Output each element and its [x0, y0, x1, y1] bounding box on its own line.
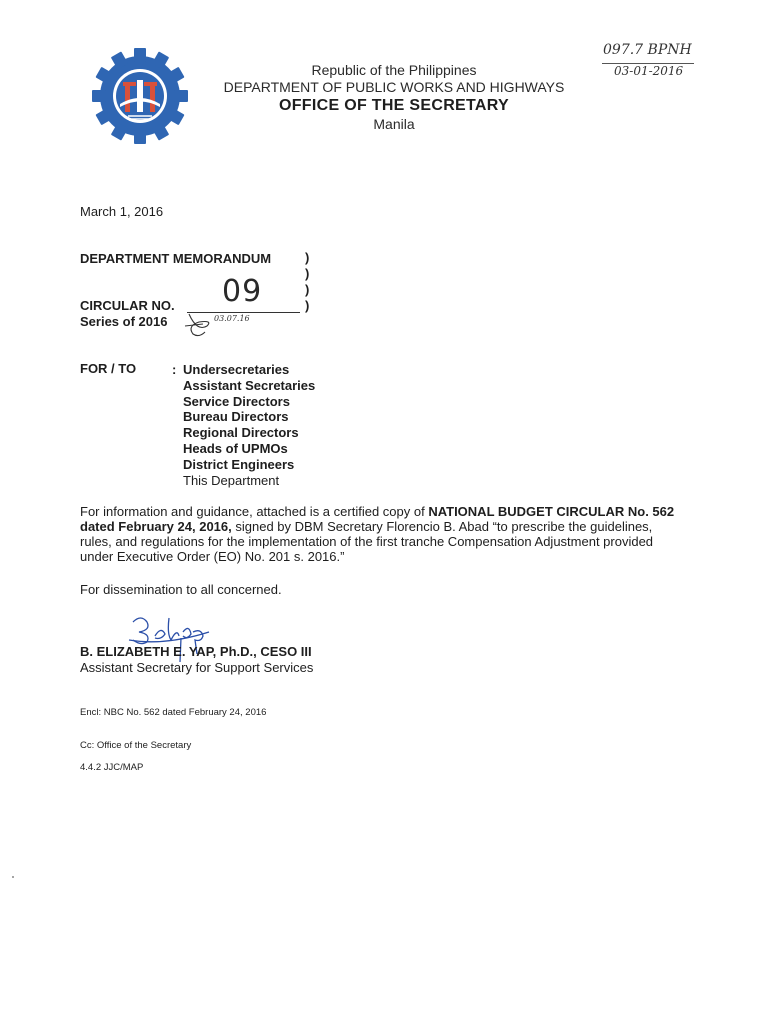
- signatory-name: B. ELIZABETH E. YAP, Ph.D., CESO III: [80, 644, 312, 659]
- body-text-rest: signed by DBM Secretary Florencio B. Abad “to prescribe the guidelines, rules, and regulations for the implementation of the first tranche Compensation Adjustment provided under Executive Order (EO) No. 201 s. 2016.”: [80, 519, 654, 564]
- paren-2: ): [305, 266, 310, 281]
- header-office: OFFICE OF THE SECRETARY: [278, 97, 510, 114]
- recipient-item: Regional Directors: [183, 425, 299, 441]
- recipient-list: [183, 362, 315, 488]
- header-city: Manila: [373, 116, 415, 132]
- circular-label: CIRCULAR NO.: [80, 298, 175, 313]
- dpwh-seal-logo: [90, 46, 190, 146]
- circular-number: 09: [222, 274, 263, 309]
- body-text-circular-ref: NATIONAL BUDGET CIRCULAR No. 562 dated February 24, 2016,: [80, 504, 675, 534]
- memo-date: March 1, 2016: [80, 204, 164, 219]
- enclosure-note: Encl: NBC No. 562 dated February 24, 2016: [80, 707, 267, 718]
- recipient-item: This Department: [183, 472, 280, 488]
- body-text-intro: For information and guidance, attached is a certified copy of: [80, 504, 429, 519]
- handwritten-receipt-date: 03-01-2016: [614, 64, 684, 78]
- recipient-item: Assistant Secretaries: [183, 377, 316, 393]
- signatory-title: Assistant Secretary for Support Services: [80, 660, 314, 675]
- header-republic: Republic of the Philippines: [311, 62, 477, 78]
- memo-title: DEPARTMENT MEMORANDUM: [80, 251, 272, 266]
- dissemination-line: For dissemination to all concerned.: [80, 582, 282, 597]
- handwritten-initial: [183, 308, 223, 340]
- for-to-colon: :: [172, 362, 177, 377]
- paren-4: ): [305, 298, 310, 313]
- recipient-item: District Engineers: [183, 456, 295, 472]
- recipient-item: Bureau Directors: [183, 409, 289, 425]
- handwritten-receipt-number: 097.7 BPNH: [603, 42, 692, 58]
- recipient-item: Undersecretaries: [183, 362, 290, 377]
- header-department: DEPARTMENT OF PUBLIC WORKS AND HIGHWAYS: [223, 79, 565, 95]
- scan-speck: [12, 876, 14, 878]
- scan-mark: [470, 0, 580, 3]
- paren-1: ): [305, 250, 310, 265]
- paren-3: ): [305, 282, 310, 297]
- recipient-item: Heads of UPMOs: [183, 440, 288, 456]
- cc-note: Cc: Office of the Secretary: [80, 740, 192, 751]
- handwritten-initial-date: 03.07.16: [214, 314, 250, 323]
- reference-code: 4.4.2 JJC/MAP: [80, 762, 144, 773]
- body-paragraph: [80, 504, 675, 564]
- recipient-item: Service Directors: [183, 393, 290, 409]
- series-label: Series of 2016: [80, 314, 168, 329]
- for-to-label: FOR / TO: [80, 361, 137, 376]
